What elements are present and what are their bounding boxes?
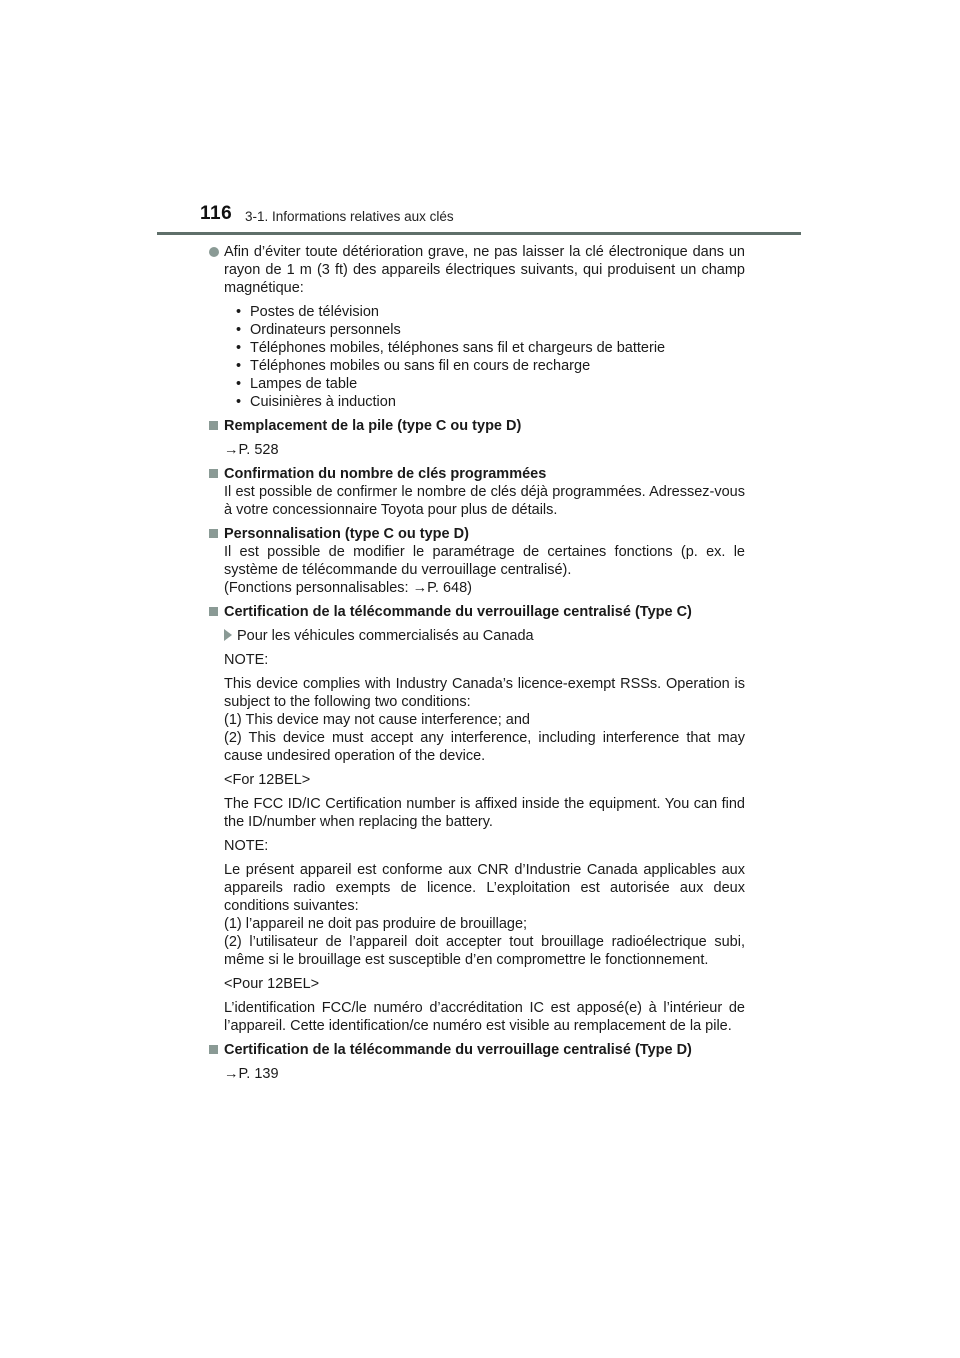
list-item: • Lampes de table <box>236 375 745 393</box>
english-notice: This device complies with Industry Canada’s licence-exempt RSSs. Operation is subject to the following two conditions: <box>224 676 745 710</box>
canada-label-row <box>224 627 745 645</box>
section-heading: Certification de la télécommande du verrouillage centralisé (Type D) <box>224 1042 692 1058</box>
list-item: • Ordinateurs personnels <box>236 321 745 339</box>
square-bullet-icon <box>209 469 218 478</box>
note-label: NOTE: <box>224 652 269 668</box>
square-bullet-icon <box>209 1045 218 1054</box>
section-custom <box>208 525 745 597</box>
french-condition: (2) l’utilisateur de l’appareil doit accepter tout brouillage radioélectrique subi, même si le brouillage est susceptible d’en compromettre le fonctionnement. <box>224 934 745 968</box>
section-text: Il est possible de confirmer le nombre de clés déjà programmées. Adressez-vous à votre concessionnaire Toyota pour plus de détails. <box>224 484 745 518</box>
page-content <box>208 243 745 1089</box>
page-number: 116 <box>200 203 233 224</box>
fcc-notice-french: L’identification FCC/le numéro d’accréditation IC est apposé(e) à l’intérieur de l’appareil. Cette identification/ce numéro est visible au remplacement de la pile. <box>224 1000 745 1034</box>
list-item: • Postes de télévision <box>236 303 745 321</box>
section-heading: Certification de la télécommande du verrouillage centralisé (Type C) <box>224 604 692 620</box>
section-battery <box>208 417 745 459</box>
intro-item <box>208 243 745 411</box>
section-title: 3-1. Informations relatives aux clés <box>245 209 454 224</box>
model-tag: <For 12BEL> <box>224 772 311 788</box>
list-item: • Téléphones mobiles, téléphones sans fil et chargeurs de batterie <box>236 339 745 357</box>
section-confirm <box>208 465 745 519</box>
circle-bullet-icon <box>209 247 219 257</box>
page-reference: →P. 528 <box>224 442 279 458</box>
square-bullet-icon <box>209 607 218 616</box>
section-heading: Confirmation du nombre de clés programmées <box>224 466 547 482</box>
list-item: • Cuisinières à induction <box>236 393 745 411</box>
fcc-notice: The FCC ID/IC Certification number is affixed inside the equipment. You can find the ID/number when replacing the battery. <box>224 796 745 830</box>
appliance-list <box>224 303 745 411</box>
french-notice: Le présent appareil est conforme aux CNR d’Industrie Canada applicables aux appareils radio exempts de licence. L’exploitation est autorisée aux deux conditions suivantes: <box>224 862 745 914</box>
triangle-arrow-icon <box>224 629 232 641</box>
section-heading: Remplacement de la pile (type C ou type D) <box>224 418 522 434</box>
french-condition: (1) l’appareil ne doit pas produire de brouillage; <box>224 916 528 932</box>
model-tag: <Pour 12BEL> <box>224 976 320 992</box>
square-bullet-icon <box>209 421 218 430</box>
intro-text: Afin d’éviter toute détérioration grave, ne pas laisser la clé électronique dans un rayon de 1 m (3 ft) des appareils électriques suivants, qui produisent un champ magnétique: <box>224 244 745 296</box>
note-label: NOTE: <box>224 838 269 854</box>
section-cert-d <box>208 1041 745 1083</box>
section-text: (Fonctions personnalisables: →P. 648) <box>224 580 472 596</box>
english-condition: (2) This device must accept any interference, including interference that may cause undesired operation of the device. <box>224 730 745 764</box>
english-condition: (1) This device may not cause interference; and <box>224 712 531 728</box>
list-item: • Téléphones mobiles ou sans fil en cours de recharge <box>236 357 745 375</box>
header-rule <box>157 232 801 235</box>
page-reference: →P. 139 <box>224 1066 279 1082</box>
square-bullet-icon <box>209 529 218 538</box>
section-heading: Personnalisation (type C ou type D) <box>224 526 469 542</box>
section-cert-c <box>208 603 745 1035</box>
canada-label: Pour les véhicules commercialisés au Canada <box>237 628 534 644</box>
section-text: Il est possible de modifier le paramétrage de certaines fonctions (p. ex. le système de télécommande du verrouillage centralisé). <box>224 544 745 578</box>
